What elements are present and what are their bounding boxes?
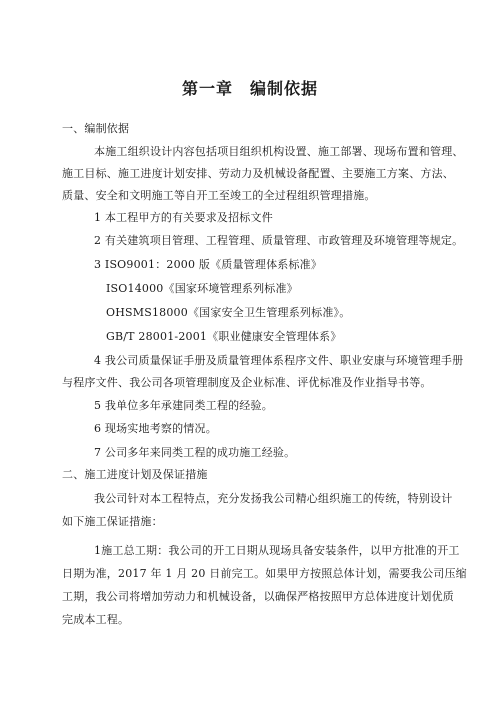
basis-item: 4 我公司质量保证手册及质量管理体系程序文件、职业安康与环境管理手册 xyxy=(94,354,464,367)
paragraph-line: 工期，我公司将增加劳动力和机械设备，以确保严格按照甲方总体进度计划优质 xyxy=(62,590,454,603)
paragraph-line: 质量、安全和文明施工等自开工至竣工的全过程组织管理措施。 xyxy=(62,189,376,202)
basis-item: 3 ISO9001：2000 版《质量管理体系标准》 xyxy=(94,258,323,271)
paragraph-line: 本施工组织设计内容包括项目组织机构设置、施工部署、现场布置和管理、 xyxy=(94,145,464,158)
basis-item: 7 公司多年来同类工程的成功施工经验。 xyxy=(94,446,296,459)
section-heading: 一、编制依据 xyxy=(62,122,130,135)
paragraph-line: 1施工总工期：我公司的开工日期从现场具备安装条件，以甲方批准的开工 xyxy=(94,544,460,557)
chapter-title: 第一章 编制依据 xyxy=(181,79,318,98)
paragraph-line: 施工目标、施工进度计划安排、劳动力及机械设备配置、主要施工方案、方法、 xyxy=(62,167,454,180)
paragraph-line: 日期为准，2017 年 1 月 20 日前完工。如果甲方按照总体计划，需要我公司压缩 xyxy=(62,567,467,580)
basis-item: OHSMS18000《国家安全卫生管理系列标准》。 xyxy=(106,306,351,319)
basis-item: 1 本工程甲方的有关要求及招标文件 xyxy=(94,211,273,224)
section-heading: 二、施工进度计划及保证措施 xyxy=(62,468,208,481)
paragraph-line: 如下施工保证措施： xyxy=(62,515,163,528)
basis-item: 2 有关建筑项目管理、工程管理、质量管理、市政管理及环境管理等规定。 xyxy=(94,234,464,247)
basis-item: GB/T 28001-2001《职业健康安全管理体系》 xyxy=(106,330,342,343)
basis-item: ISO14000《国家环境管理系列标准》 xyxy=(106,282,298,295)
basis-item: 6 现场实地考察的情况。 xyxy=(94,422,217,435)
basis-item: 5 我单位多年承建同类工程的经验。 xyxy=(94,399,273,412)
paragraph-line: 我公司针对本工程特点，充分发扬我公司精心组织施工的传统，特别设计 xyxy=(94,492,453,505)
basis-item: 与程序文件、我公司各项管理制度及企业标准、评优标准及作业指导书等。 xyxy=(62,376,432,389)
paragraph-line: 完成本工程。 xyxy=(62,613,130,626)
